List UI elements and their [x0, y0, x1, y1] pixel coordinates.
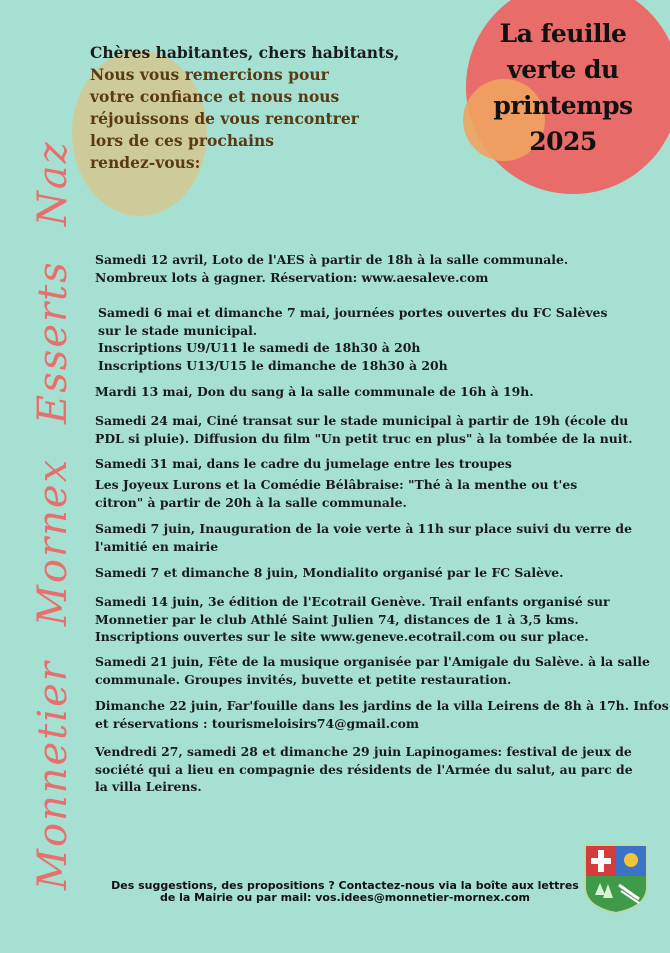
- footer-contact: [110, 880, 580, 904]
- event-line: société qui a lieu en compagnie des résidents de l'Armée du salut, au parc de: [95, 761, 633, 777]
- event-item: [95, 697, 669, 732]
- event-line: Samedi 21 juin, Fête de la musique organisée par l'Amigale du Salève. à la salle: [95, 654, 650, 669]
- event-line: et réservations : tourismeloisirs74@gmail.com: [95, 715, 419, 731]
- footer-line: de la Mairie ou par mail: vos.idees@monnetier-mornex.com: [160, 891, 530, 904]
- intro-line: réjouissons de vous rencontrer: [90, 109, 359, 128]
- event-line: Mardi 13 mai, Don du sang à la salle communale de 16h à 19h.: [95, 384, 534, 399]
- event-line: Dimanche 22 juin, Far'fouille dans les jardins de la villa Leirens de 8h à 17h. Infos: [95, 698, 669, 713]
- village-name: Mornex: [30, 457, 76, 627]
- commune-coat-of-arms-icon: [583, 843, 649, 915]
- intro-line: lors de ces prochains: [90, 131, 275, 150]
- event-line: sur le stade municipal.: [98, 322, 258, 338]
- intro-line: Nous vous remercions pour: [90, 65, 329, 84]
- title-line: 2025: [529, 127, 597, 156]
- title-line: La feuille: [499, 19, 627, 48]
- event-line: l'amitié en mairie: [95, 538, 219, 554]
- event-line: Inscriptions U13/U15 le dimanche de 18h30 à 20h: [98, 357, 448, 373]
- title-line: verte du: [507, 55, 619, 84]
- event-item: [95, 455, 625, 473]
- event-line: Samedi 6 mai et dimanche 7 mai, journées portes ouvertes du FC Salèves: [98, 305, 608, 320]
- intro-line: Chères habitantes, chers habitants,: [90, 43, 400, 62]
- event-line: Nombreux lots à gagner. Réservation: www.aesaleve.com: [95, 269, 489, 285]
- event-line: PDL si pluie). Diffusion du film "Un petit truc en plus" à la tombée de la nuit.: [95, 430, 633, 446]
- village-name: Naz: [30, 140, 76, 227]
- event-line: Monnetier par le club Athlé Saint Julien 74, distances de 1 à 3,5 kms.: [95, 611, 579, 627]
- event-line: Samedi 7 juin, Inauguration de la voie verte à 11h sur place suivi du verre de: [95, 521, 632, 536]
- event-line: Inscriptions U9/U11 le samedi de 18h30 à 20h: [98, 340, 421, 355]
- event-item: [95, 593, 625, 646]
- event-line: Samedi 31 mai, dans le cadre du jumelage entre les troupes: [95, 456, 512, 471]
- event-item: [98, 304, 628, 374]
- event-line: Samedi 12 avril, Loto de l'AES à partir de 18h à la salle communale.: [95, 252, 569, 267]
- event-line: Les Joyeux Lurons et la Comédie Bélâbraise: "Thé à la menthe ou t'es: [95, 477, 578, 492]
- event-item: [95, 476, 625, 511]
- intro-line: votre confiance et nous nous: [90, 87, 340, 106]
- title-line: printemps: [493, 91, 633, 120]
- newsletter-title: [478, 16, 648, 160]
- event-line: citron" à partir de 20h à la salle communale.: [95, 494, 407, 510]
- event-item: [95, 743, 633, 796]
- vertical-village-names: [30, 106, 76, 890]
- intro-paragraph: [90, 42, 450, 174]
- event-line: Samedi 14 juin, 3e édition de l'Ecotrail Genève. Trail enfants organisé sur: [95, 594, 610, 609]
- event-item: [95, 383, 625, 401]
- event-line: la villa Leirens.: [95, 779, 202, 794]
- event-line: Vendredi 27, samedi 28 et dimanche 29 juin Lapinogames: festival de jeux de: [95, 744, 632, 759]
- event-item: [95, 653, 650, 688]
- event-item: [95, 564, 625, 582]
- event-item: [95, 412, 633, 447]
- footer-line: Des suggestions, des propositions ? Contactez-nous via la boîte aux lettres: [111, 879, 579, 892]
- event-line: Inscriptions ouvertes sur le site www.geneve.ecotrail.com ou sur place.: [95, 629, 589, 644]
- event-item: [95, 520, 632, 555]
- village-name: Monnetier: [30, 660, 76, 890]
- intro-line: rendez-vous:: [90, 153, 201, 172]
- event-line: communale. Groupes invités, buvette et petite restauration.: [95, 671, 512, 687]
- event-line: Samedi 24 mai, Ciné transat sur le stade municipal à partir de 19h (école du: [95, 413, 629, 428]
- village-name: Esserts: [30, 260, 76, 424]
- event-item: [95, 251, 625, 286]
- event-line: Samedi 7 et dimanche 8 juin, Mondialito organisé par le FC Salève.: [95, 565, 564, 580]
